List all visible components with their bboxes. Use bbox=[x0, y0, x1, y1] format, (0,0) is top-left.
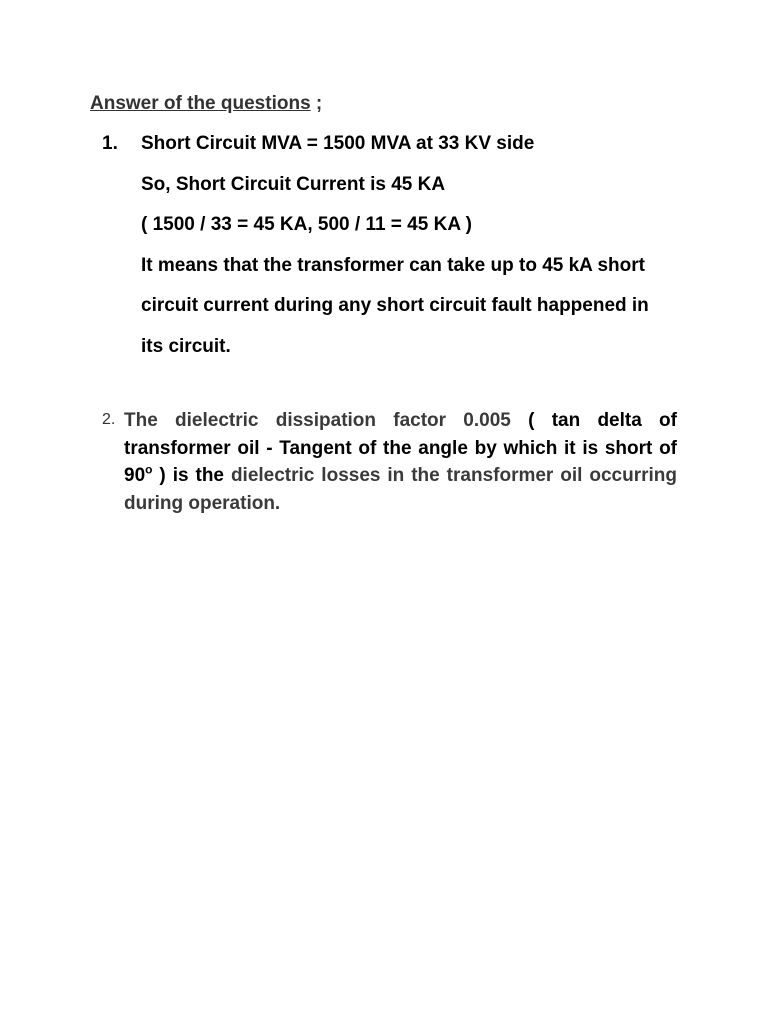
item2-part-1: The dielectric dissipation factor 0.005 bbox=[124, 410, 511, 431]
item2-part-4: dielectric losses in the transformer oil occurring during operation. bbox=[124, 465, 677, 514]
list-number-2: 2. bbox=[102, 411, 116, 428]
list-number-1: 1. bbox=[102, 133, 118, 154]
item1-line-5: circuit current during any short circuit fault happened in bbox=[141, 295, 649, 316]
heading-suffix: ; bbox=[310, 93, 323, 114]
page-heading bbox=[90, 93, 322, 115]
item2-part-3: ) is the bbox=[152, 465, 231, 486]
item1-line-1: Short Circuit MVA = 1500 MVA at 33 KV side bbox=[141, 133, 535, 154]
item1-line-4: It means that the transformer can take up to 45 kA short bbox=[141, 255, 645, 276]
item1-line-2: So, Short Circuit Current is 45 KA bbox=[141, 174, 446, 195]
item2-part-2: ( tan delta of transformer oil - Tangent of the angle by which it is short of 90 bbox=[124, 410, 677, 486]
item2-paragraph bbox=[124, 407, 677, 517]
heading-text: Answer of the questions bbox=[90, 93, 311, 114]
item1-line-6: its circuit. bbox=[141, 336, 231, 357]
degree-symbol: o bbox=[145, 462, 153, 477]
item1-line-3: ( 1500 / 33 = 45 KA, 500 / 11 = 45 KA ) bbox=[141, 214, 472, 235]
